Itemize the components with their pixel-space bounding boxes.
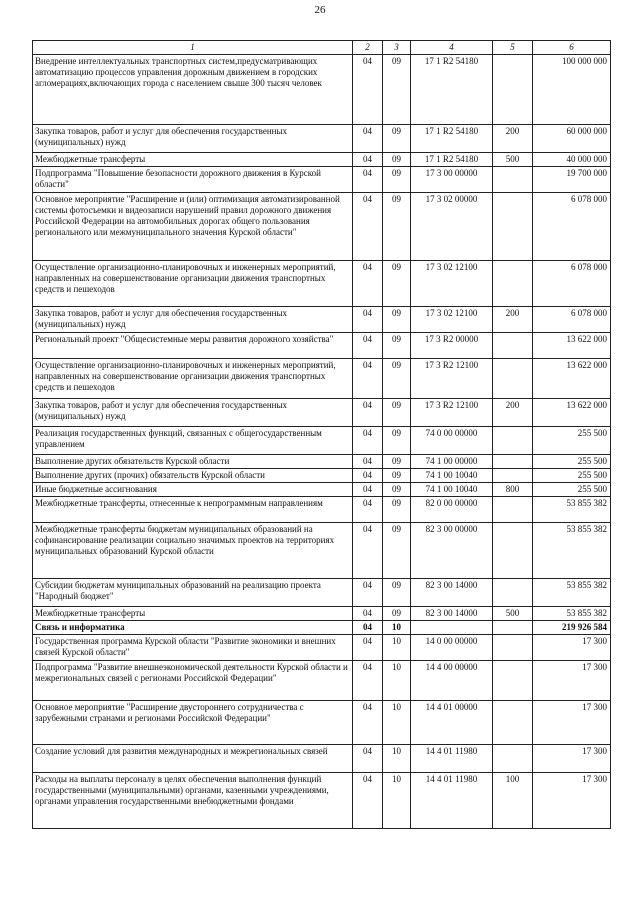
row-target-code: 14 4 00 00000 bbox=[411, 661, 493, 701]
row-subsection: 09 bbox=[383, 153, 411, 167]
table-row bbox=[33, 261, 611, 307]
header-col-4: 4 bbox=[411, 41, 493, 55]
row-target-code: 74 0 00 00000 bbox=[411, 427, 493, 455]
row-subsection: 09 bbox=[383, 483, 411, 497]
row-expense-type: 800 bbox=[493, 483, 533, 497]
row-description: Региональный проект "Общесистемные меры развития дорожного хозяйства" bbox=[33, 333, 353, 359]
row-target-code: 74 1 00 10040 bbox=[411, 469, 493, 483]
row-target-code: 14 0 00 00000 bbox=[411, 635, 493, 661]
row-description: Выполнение других (прочих) обязательств Курской области bbox=[33, 469, 353, 483]
row-target-code: 74 1 00 10040 bbox=[411, 483, 493, 497]
row-expense-type: 100 bbox=[493, 773, 533, 829]
row-expense-type bbox=[493, 333, 533, 359]
row-expense-type bbox=[493, 523, 533, 579]
row-section: 04 bbox=[353, 359, 383, 399]
table-row bbox=[33, 579, 611, 607]
table-row bbox=[33, 167, 611, 193]
table-row bbox=[33, 621, 611, 635]
row-section: 04 bbox=[353, 153, 383, 167]
table-row bbox=[33, 701, 611, 745]
table-row bbox=[33, 635, 611, 661]
row-description: Субсидии бюджетам муниципальных образований на реализацию проекта "Народный бюджет" bbox=[33, 579, 353, 607]
row-section: 04 bbox=[353, 579, 383, 607]
row-amount: 6 078 000 bbox=[533, 307, 611, 333]
row-target-code: 14 4 01 00000 bbox=[411, 701, 493, 745]
row-expense-type: 200 bbox=[493, 125, 533, 153]
row-description: Закупка товаров, работ и услуг для обеспечения государственных (муниципальных) нужд bbox=[33, 125, 353, 153]
row-subsection: 10 bbox=[383, 773, 411, 829]
row-section: 04 bbox=[353, 661, 383, 701]
row-expense-type: 500 bbox=[493, 607, 533, 621]
row-amount: 40 000 000 bbox=[533, 153, 611, 167]
row-section: 04 bbox=[353, 523, 383, 579]
row-subsection: 09 bbox=[383, 579, 411, 607]
row-section: 04 bbox=[353, 621, 383, 635]
row-amount: 219 926 584 bbox=[533, 621, 611, 635]
row-target-code: 74 1 00 00000 bbox=[411, 455, 493, 469]
row-subsection: 09 bbox=[383, 55, 411, 125]
row-section: 04 bbox=[353, 125, 383, 153]
row-description: Закупка товаров, работ и услуг для обеспечения государственных (муниципальных) нужд bbox=[33, 307, 353, 333]
row-target-code: 82 0 00 00000 bbox=[411, 497, 493, 523]
row-amount: 17 300 bbox=[533, 701, 611, 745]
row-target-code: 17 3 00 00000 bbox=[411, 167, 493, 193]
table-row bbox=[33, 359, 611, 399]
row-target-code: 17 3 02 00000 bbox=[411, 193, 493, 261]
row-section: 04 bbox=[353, 635, 383, 661]
row-section: 04 bbox=[353, 307, 383, 333]
row-description: Закупка товаров, работ и услуг для обеспечения государственных (муниципальных) нужд bbox=[33, 399, 353, 427]
header-col-3: 3 bbox=[383, 41, 411, 55]
row-section: 04 bbox=[353, 455, 383, 469]
table-row bbox=[33, 153, 611, 167]
row-amount: 6 078 000 bbox=[533, 261, 611, 307]
table-row bbox=[33, 469, 611, 483]
row-expense-type bbox=[493, 359, 533, 399]
row-expense-type bbox=[493, 701, 533, 745]
table-row bbox=[33, 193, 611, 261]
row-section: 04 bbox=[353, 193, 383, 261]
row-description: Реализация государственных функций, связанных с общегосударственным управлением bbox=[33, 427, 353, 455]
row-amount: 17 300 bbox=[533, 661, 611, 701]
row-subsection: 10 bbox=[383, 635, 411, 661]
row-amount: 255 500 bbox=[533, 483, 611, 497]
row-amount: 53 855 382 bbox=[533, 579, 611, 607]
table-row bbox=[33, 773, 611, 829]
row-subsection: 09 bbox=[383, 399, 411, 427]
row-amount: 13 622 000 bbox=[533, 359, 611, 399]
table-row bbox=[33, 307, 611, 333]
row-subsection: 09 bbox=[383, 261, 411, 307]
page-number: 26 bbox=[314, 4, 326, 16]
row-description: Межбюджетные трансферты bbox=[33, 607, 353, 621]
row-subsection: 09 bbox=[383, 607, 411, 621]
table-row bbox=[33, 399, 611, 427]
row-amount: 17 300 bbox=[533, 745, 611, 773]
row-amount: 53 855 382 bbox=[533, 607, 611, 621]
row-description: Внедрение интеллектуальных транспортных систем,предусматривающих автоматизацию процессов управления дорожным движением в городских агломерациях,включающих города с населением свыше 300 тысяч человек bbox=[33, 55, 353, 125]
row-amount: 6 078 000 bbox=[533, 193, 611, 261]
header-col-5: 5 bbox=[493, 41, 533, 55]
row-expense-type bbox=[493, 167, 533, 193]
row-expense-type bbox=[493, 661, 533, 701]
row-section: 04 bbox=[353, 469, 383, 483]
row-subsection: 09 bbox=[383, 427, 411, 455]
row-subsection: 10 bbox=[383, 745, 411, 773]
table-row bbox=[33, 607, 611, 621]
table-row bbox=[33, 661, 611, 701]
row-target-code: 17 1 R2 54180 bbox=[411, 55, 493, 125]
row-target-code: 82 3 00 14000 bbox=[411, 579, 493, 607]
row-subsection: 10 bbox=[383, 701, 411, 745]
row-subsection: 09 bbox=[383, 167, 411, 193]
row-expense-type bbox=[493, 427, 533, 455]
row-section: 04 bbox=[353, 745, 383, 773]
row-subsection: 09 bbox=[383, 359, 411, 399]
row-section: 04 bbox=[353, 483, 383, 497]
row-subsection: 09 bbox=[383, 125, 411, 153]
row-section: 04 bbox=[353, 167, 383, 193]
row-section: 04 bbox=[353, 427, 383, 455]
table-row bbox=[33, 483, 611, 497]
row-section: 04 bbox=[353, 333, 383, 359]
row-description: Иные бюджетные ассигнования bbox=[33, 483, 353, 497]
row-description: Межбюджетные трансферты bbox=[33, 153, 353, 167]
row-section: 04 bbox=[353, 261, 383, 307]
row-expense-type: 500 bbox=[493, 153, 533, 167]
row-amount: 255 500 bbox=[533, 427, 611, 455]
row-description: Подпрограмма "Развитие внешнеэкономической деятельности Курской области и межрегиональных связей с регионами Российской Федерации" bbox=[33, 661, 353, 701]
row-target-code: 17 1 R2 54180 bbox=[411, 153, 493, 167]
row-subsection: 10 bbox=[383, 661, 411, 701]
row-amount: 255 500 bbox=[533, 455, 611, 469]
row-target-code: 17 3 02 12100 bbox=[411, 307, 493, 333]
row-expense-type bbox=[493, 469, 533, 483]
row-description: Межбюджетные трансферты, отнесенные к непрограммным направлениям bbox=[33, 497, 353, 523]
row-subsection: 09 bbox=[383, 455, 411, 469]
budget-table bbox=[32, 40, 611, 829]
row-amount: 60 000 000 bbox=[533, 125, 611, 153]
row-expense-type: 200 bbox=[493, 307, 533, 333]
row-amount: 13 622 000 bbox=[533, 333, 611, 359]
row-expense-type: 200 bbox=[493, 399, 533, 427]
row-target-code: 14 4 01 11980 bbox=[411, 773, 493, 829]
row-description: Создание условий для развития международных и межрегиональных связей bbox=[33, 745, 353, 773]
row-subsection: 09 bbox=[383, 193, 411, 261]
table-row bbox=[33, 745, 611, 773]
row-target-code: 14 4 01 11980 bbox=[411, 745, 493, 773]
row-target-code: 17 3 R2 00000 bbox=[411, 333, 493, 359]
row-subsection: 09 bbox=[383, 333, 411, 359]
row-description: Расходы на выплаты персоналу в целях обеспечения выполнения функций государственными (муниципальными) органами, казенными учреждениями, органами управления государственными внебюджетными фондами bbox=[33, 773, 353, 829]
table-row bbox=[33, 333, 611, 359]
row-section: 04 bbox=[353, 399, 383, 427]
row-subsection: 10 bbox=[383, 621, 411, 635]
row-section: 04 bbox=[353, 55, 383, 125]
row-subsection: 09 bbox=[383, 307, 411, 333]
row-target-code: 17 1 R2 54180 bbox=[411, 125, 493, 153]
row-description: Государственная программа Курской области "Развитие экономики и внешних связей Курской области" bbox=[33, 635, 353, 661]
row-description: Связь и информатика bbox=[33, 621, 353, 635]
table-header-row bbox=[33, 41, 611, 55]
header-col-2: 2 bbox=[353, 41, 383, 55]
row-target-code: 17 3 R2 12100 bbox=[411, 399, 493, 427]
row-description: Основное мероприятие "Расширение и (или) оптимизация автоматизированной системы фотосъемки и видеозаписи нарушений правил дорожного движения Российской Федерации на автомобильных дорогах общего пользования регионального или межмуниципального значения Курской области" bbox=[33, 193, 353, 261]
table-row bbox=[33, 497, 611, 523]
row-description: Выполнение других обязательств Курской области bbox=[33, 455, 353, 469]
row-amount: 17 300 bbox=[533, 635, 611, 661]
row-section: 04 bbox=[353, 773, 383, 829]
table-row bbox=[33, 125, 611, 153]
row-target-code: 82 3 00 00000 bbox=[411, 523, 493, 579]
row-amount: 13 622 000 bbox=[533, 399, 611, 427]
row-expense-type bbox=[493, 497, 533, 523]
row-amount: 255 500 bbox=[533, 469, 611, 483]
row-section: 04 bbox=[353, 607, 383, 621]
row-expense-type bbox=[493, 745, 533, 773]
row-target-code: 17 3 R2 12100 bbox=[411, 359, 493, 399]
row-amount: 53 855 382 bbox=[533, 497, 611, 523]
row-amount: 100 000 000 bbox=[533, 55, 611, 125]
row-subsection: 09 bbox=[383, 523, 411, 579]
row-section: 04 bbox=[353, 701, 383, 745]
row-description: Осуществление организационно-планировочных и инженерных мероприятий, направленных на совершенствование организации движения транспортных средств и пешеходов bbox=[33, 359, 353, 399]
row-expense-type bbox=[493, 621, 533, 635]
row-description: Межбюджетные трансферты бюджетам муниципальных образований на софинансирование реализации социально значимых проектов на территориях муниципальных образований Курской области bbox=[33, 523, 353, 579]
row-description: Основное мероприятие "Расширение двустороннего сотрудничества с зарубежными странами и регионами Российской Федерации" bbox=[33, 701, 353, 745]
table-row bbox=[33, 523, 611, 579]
row-expense-type bbox=[493, 579, 533, 607]
row-expense-type bbox=[493, 455, 533, 469]
table-row bbox=[33, 55, 611, 125]
row-subsection: 09 bbox=[383, 497, 411, 523]
row-section: 04 bbox=[353, 497, 383, 523]
table-row bbox=[33, 427, 611, 455]
row-target-code: 82 3 00 14000 bbox=[411, 607, 493, 621]
header-col-1: 1 bbox=[33, 41, 353, 55]
row-target-code bbox=[411, 621, 493, 635]
row-description: Осуществление организационно-планировочных и инженерных мероприятий, направленных на совершенствование организации движения транспортных средств и пешеходов bbox=[33, 261, 353, 307]
row-amount: 53 855 382 bbox=[533, 523, 611, 579]
row-expense-type bbox=[493, 55, 533, 125]
header-col-6: 6 bbox=[533, 41, 611, 55]
row-target-code: 17 3 02 12100 bbox=[411, 261, 493, 307]
row-expense-type bbox=[493, 193, 533, 261]
row-description: Подпрограмма "Повышение безопасности дорожного движения в Курской области" bbox=[33, 167, 353, 193]
row-amount: 19 700 000 bbox=[533, 167, 611, 193]
table-row bbox=[33, 455, 611, 469]
row-subsection: 09 bbox=[383, 469, 411, 483]
row-expense-type bbox=[493, 635, 533, 661]
row-amount: 17 300 bbox=[533, 773, 611, 829]
row-expense-type bbox=[493, 261, 533, 307]
